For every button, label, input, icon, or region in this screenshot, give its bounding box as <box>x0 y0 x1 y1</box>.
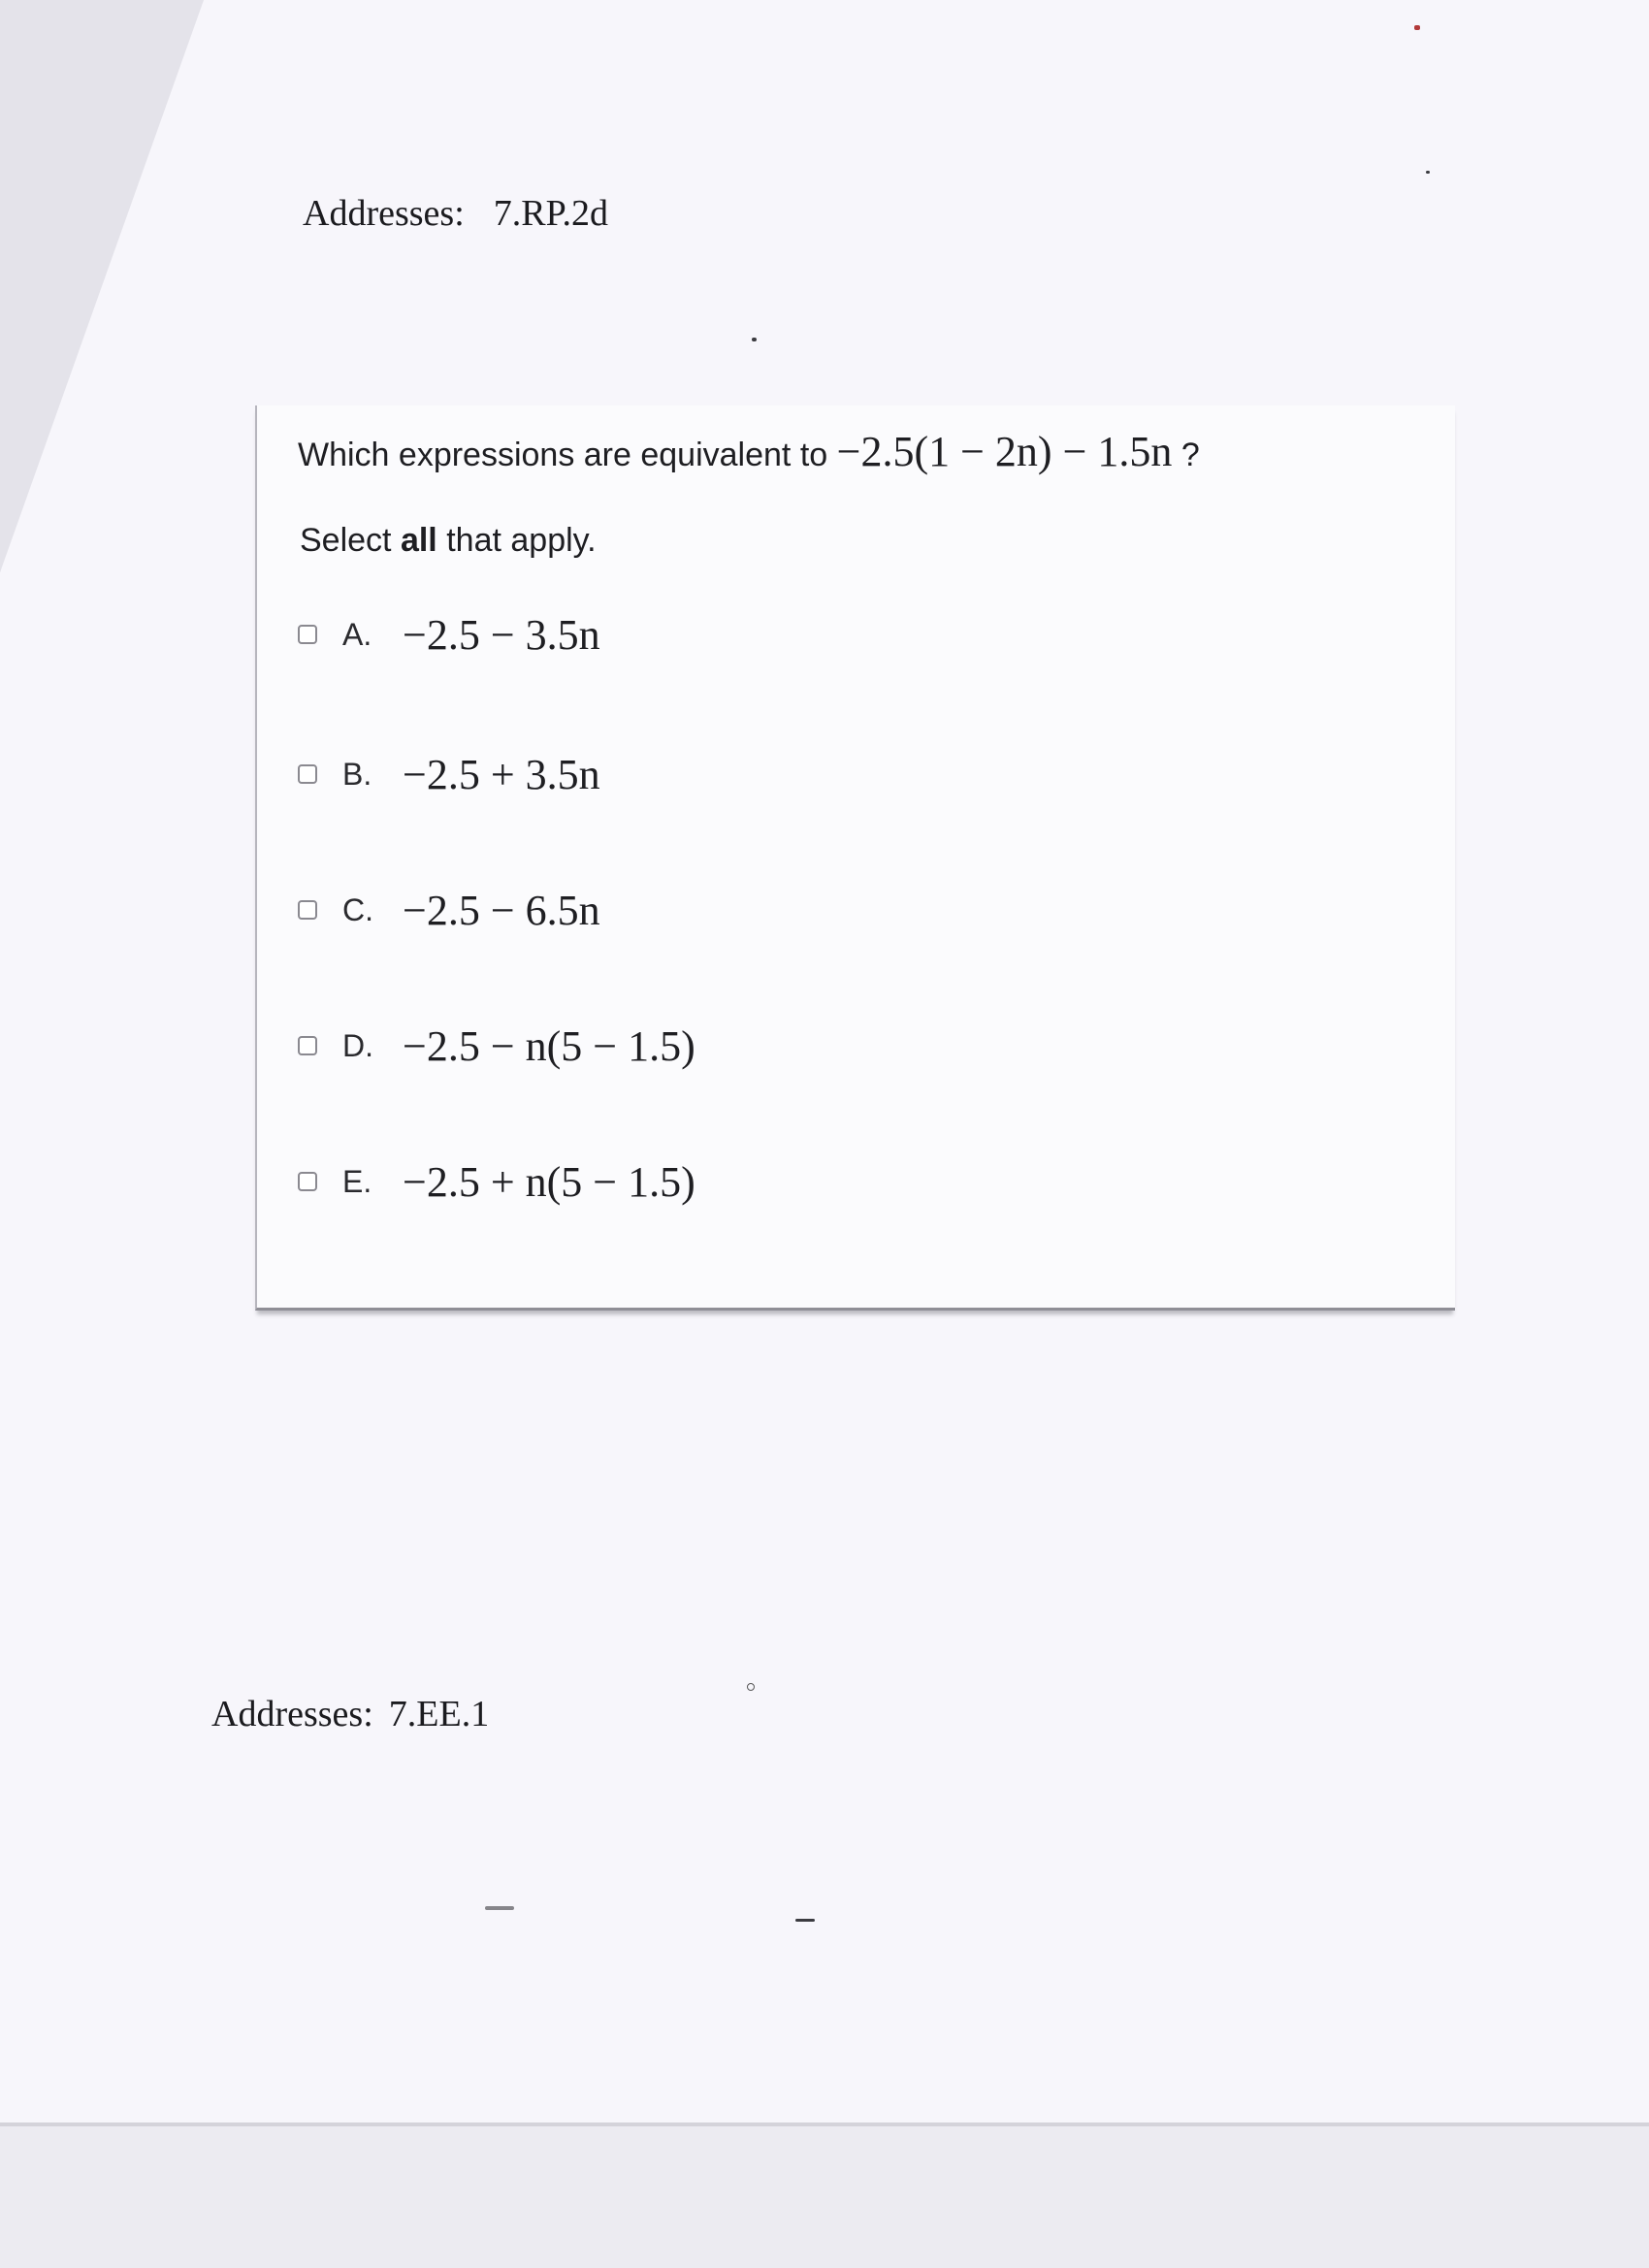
option-a-checkbox[interactable] <box>298 625 317 644</box>
option-b-letter: B. <box>342 756 372 792</box>
instruction-prefix: Select <box>300 522 392 559</box>
scan-speck <box>747 1683 755 1691</box>
option-d-expression: −2.5 − n(5 − 1.5) <box>403 1021 695 1070</box>
addresses-bottom-label: Addresses: <box>211 1694 373 1734</box>
option-d-checkbox[interactable] <box>298 1036 317 1055</box>
option-c-expression: −2.5 − 6.5n <box>403 886 600 934</box>
option-c-letter: C. <box>342 891 373 927</box>
addresses-top <box>303 192 608 235</box>
page-bottom-edge <box>0 2122 1649 2126</box>
option-b-expression: −2.5 + 3.5n <box>403 750 600 798</box>
instruction-suffix: that apply. <box>446 522 597 559</box>
instruction-bold: all <box>400 522 437 559</box>
question-card <box>255 405 1455 1311</box>
question-prompt-text: Which expressions are equivalent to <box>298 437 828 473</box>
option-c[interactable] <box>298 881 600 939</box>
scan-speck <box>795 1919 815 1922</box>
option-a[interactable] <box>298 605 600 664</box>
option-c-checkbox[interactable] <box>298 900 317 920</box>
option-e[interactable] <box>298 1152 695 1211</box>
option-a-letter: A. <box>342 616 372 652</box>
scan-speck <box>485 1906 514 1910</box>
option-b-checkbox[interactable] <box>298 764 317 784</box>
question-prompt-suffix: ? <box>1180 437 1200 473</box>
option-b[interactable] <box>298 745 600 803</box>
option-e-checkbox[interactable] <box>298 1172 317 1191</box>
addresses-bottom-code: 7.EE.1 <box>388 1694 490 1734</box>
option-d[interactable] <box>298 1017 695 1075</box>
scan-speck <box>1414 25 1420 30</box>
addresses-bottom <box>211 1693 489 1735</box>
option-e-expression: −2.5 + n(5 − 1.5) <box>403 1157 695 1206</box>
option-a-expression: −2.5 − 3.5n <box>403 610 600 659</box>
question-instruction <box>300 522 597 560</box>
scan-speck <box>752 338 757 341</box>
question-prompt <box>298 427 1200 476</box>
scan-speck <box>1426 171 1430 174</box>
option-d-letter: D. <box>342 1027 373 1063</box>
addresses-top-label: Addresses: <box>303 193 465 234</box>
addresses-top-code: 7.RP.2d <box>493 193 609 234</box>
option-e-letter: E. <box>342 1163 372 1199</box>
question-prompt-expression: −2.5(1 − 2n) − 1.5n <box>836 428 1173 475</box>
